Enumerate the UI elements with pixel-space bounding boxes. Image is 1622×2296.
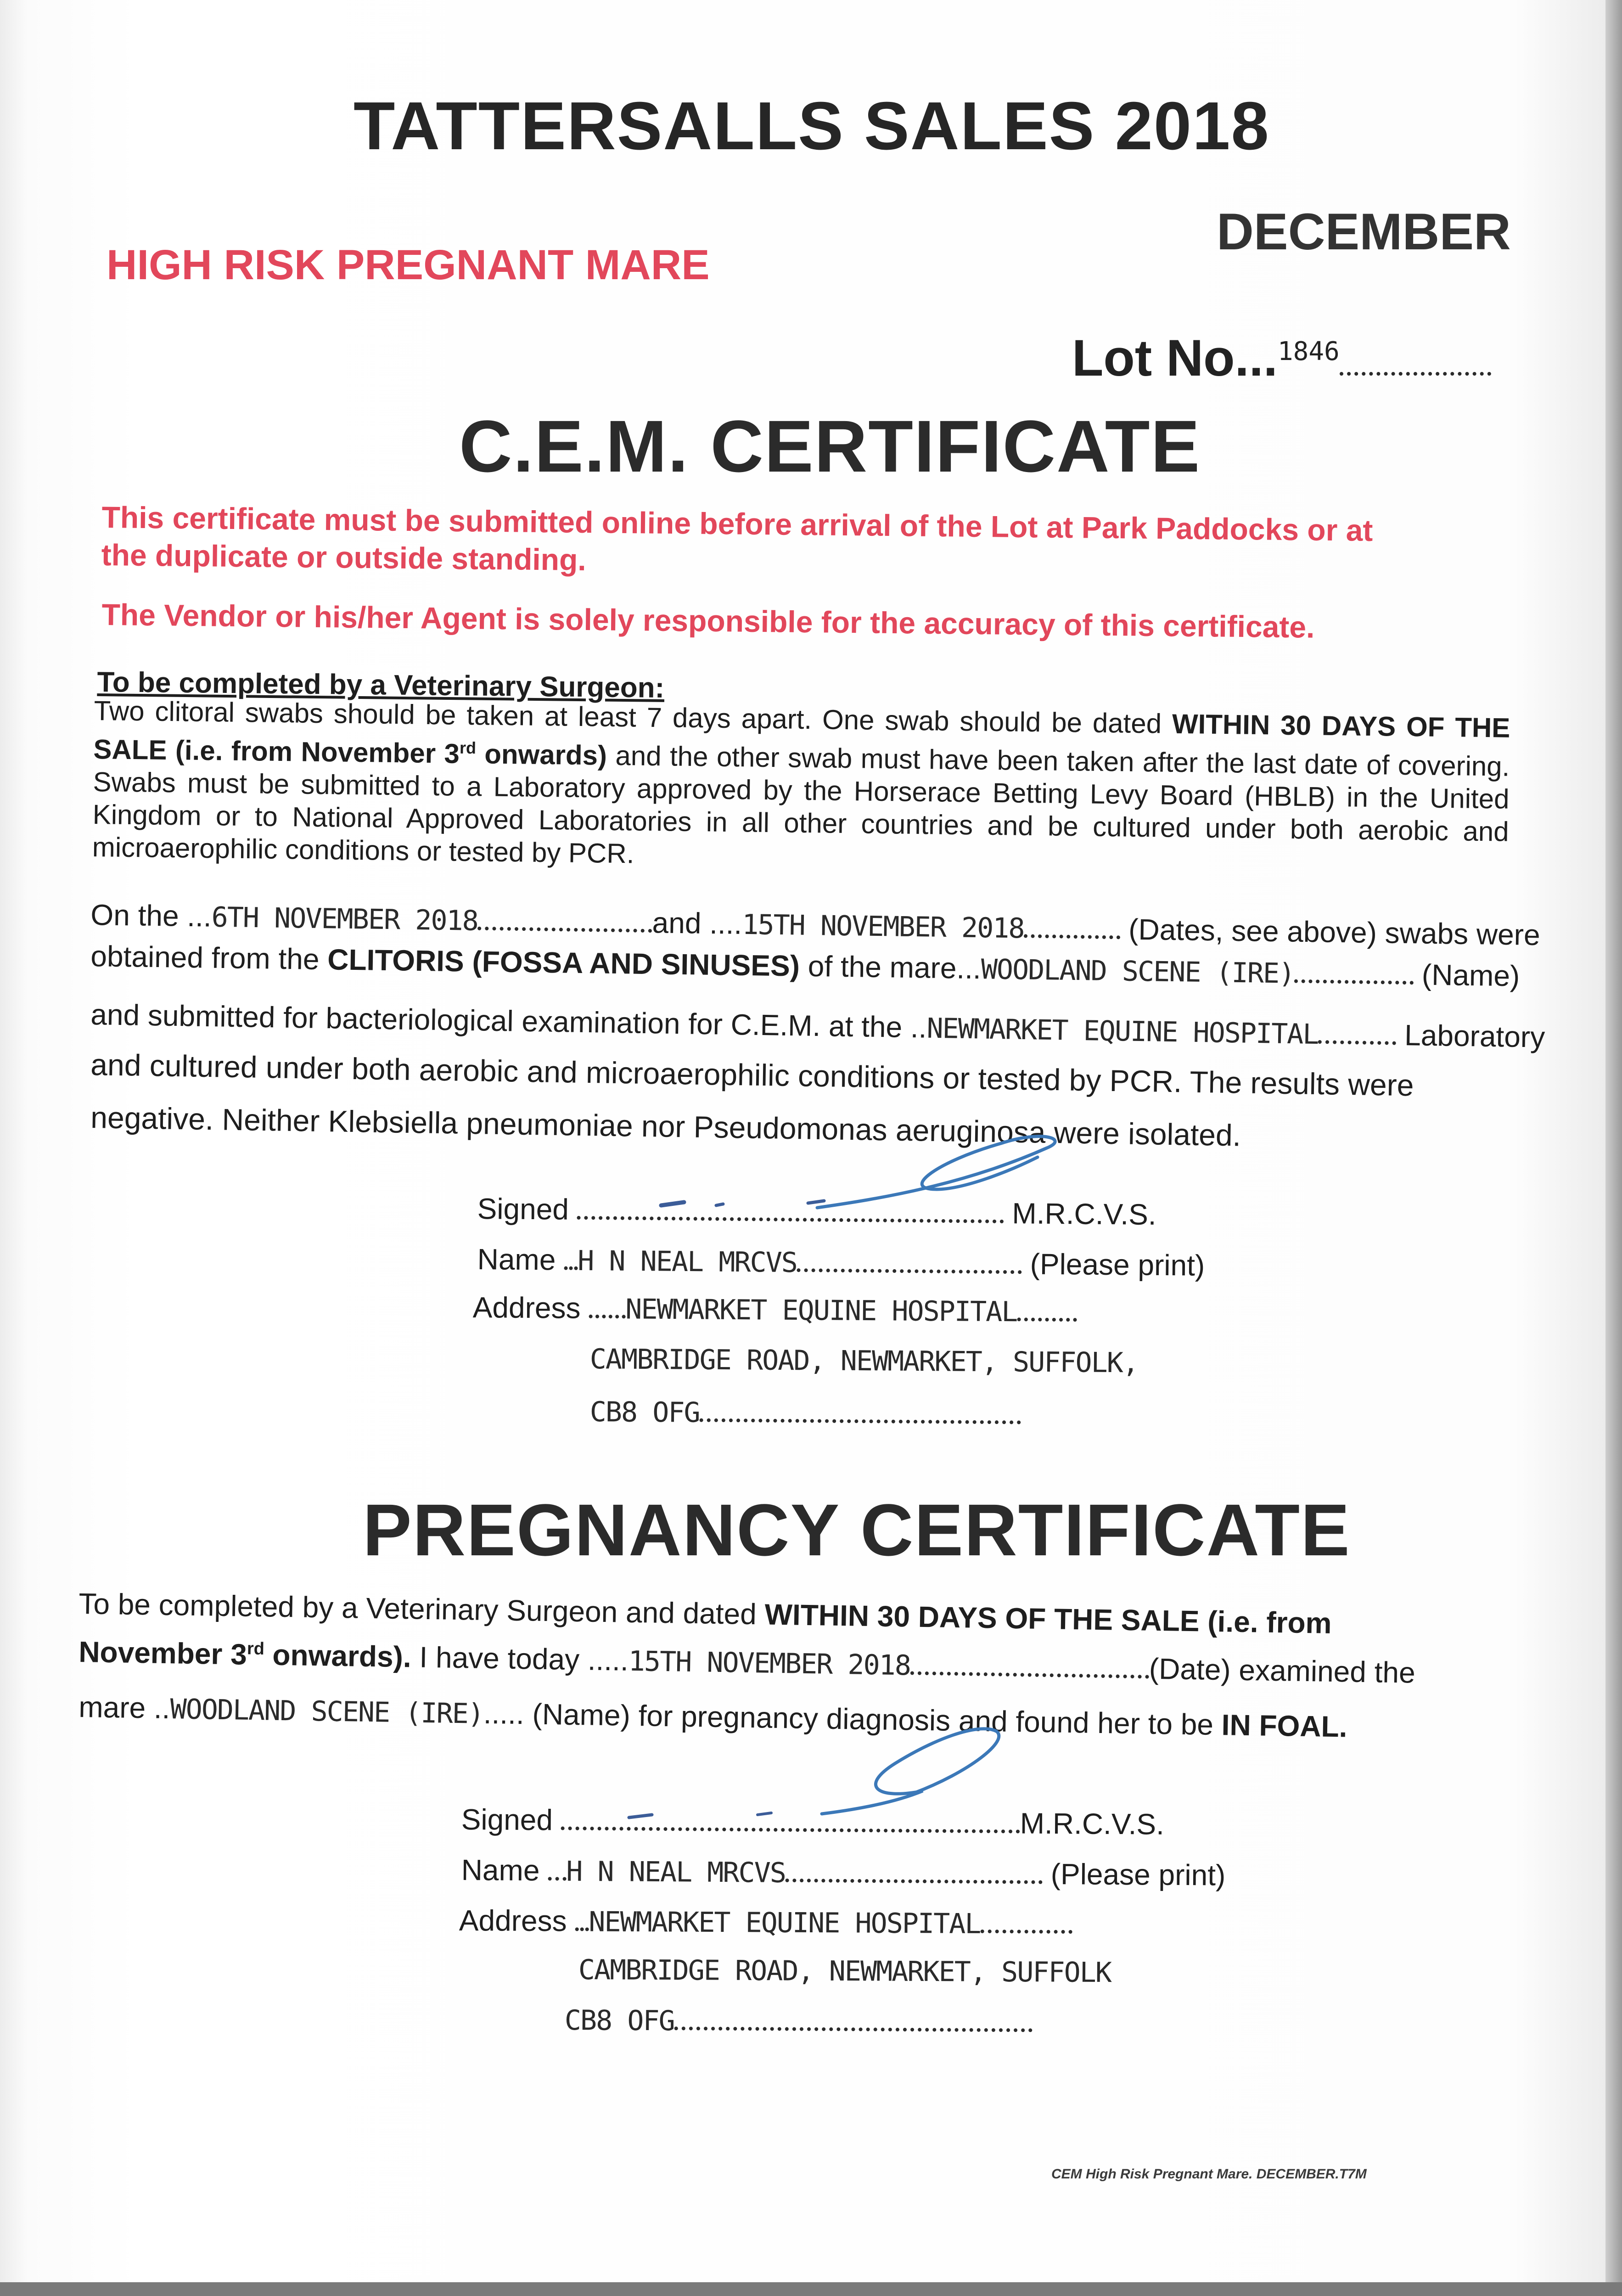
submitted-text: and submitted for bacteriological examination for C.E.M. at the .. bbox=[90, 997, 927, 1044]
culture-line: and cultured under both aerobic and microaerophilic conditions or tested by PCR. The results were bbox=[90, 1047, 1414, 1103]
dots bbox=[1318, 1034, 1396, 1045]
mrcvs-label: M.R.C.V.S. bbox=[1020, 1806, 1165, 1841]
of-the-mare-text: of the mare... bbox=[799, 949, 982, 985]
swab-instructions bbox=[92, 694, 1510, 881]
dots bbox=[786, 1872, 1043, 1884]
instr-text-d: onwards) bbox=[476, 738, 607, 771]
scan-edge-right bbox=[1605, 0, 1622, 2296]
lot-label: Lot No... bbox=[1072, 329, 1278, 387]
cem-signature-image bbox=[643, 1116, 1102, 1254]
swab-site: CLITORIS (FOSSA AND SINUSES) bbox=[327, 943, 800, 983]
dots bbox=[477, 920, 652, 933]
scan-edge-bottom bbox=[0, 2282, 1622, 2296]
dots bbox=[797, 1262, 1022, 1274]
preg-address-line-1 bbox=[459, 1903, 1072, 1941]
results-line: negative. Neither Klebsiella pneumoniae nor Pseudomonas aeruginosa were isolated. bbox=[90, 1100, 1241, 1153]
preg-address-1: NEWMARKET EQUINE HOSPITAL bbox=[589, 1906, 981, 1940]
dates-note: (Dates, see above) swabs were bbox=[1128, 912, 1541, 952]
name-hint: (Name) bbox=[1421, 958, 1520, 993]
dots bbox=[910, 1665, 1149, 1678]
preg-intro-text: To be completed by a Veterinary Surgeon and dated bbox=[78, 1587, 765, 1631]
pregnancy-line-2 bbox=[79, 1635, 1415, 1690]
please-print-label: (Please print) bbox=[1050, 1857, 1226, 1892]
notice-line-1: This certificate must be submitted online before arrival of the Lot at Park Paddocks or at bbox=[101, 500, 1373, 547]
instr-text-e: and the other swab must have been taken after the last date of covering. Swabs must be submitted to a Laboratory approved by the Horserace Betting Levy Board (HBLB) in the United Kingdom or to National Approved Laboratories in all other countries and be cultured under both aerobic and microaerophilic conditions or tested by PCR. bbox=[92, 740, 1510, 869]
address-label: Address bbox=[459, 1904, 567, 1938]
cem-address-2: CAMBRIDGE ROAD, NEWMARKET, SUFFOLK, bbox=[589, 1343, 1139, 1379]
on-the-label: On the ... bbox=[90, 898, 212, 933]
preg-address-line-2 bbox=[578, 1954, 1111, 1989]
cem-mare-name: WOODLAND SCENE (IRE) bbox=[981, 953, 1295, 990]
please-print-label: (Please print) bbox=[1030, 1247, 1205, 1282]
laboratory-label: Laboratory bbox=[1404, 1018, 1545, 1054]
preg-address-line-3 bbox=[565, 2004, 1033, 2039]
dots bbox=[1294, 973, 1414, 985]
cem-address-3: CB8 OFG bbox=[589, 1396, 700, 1429]
cem-address-line-3 bbox=[590, 1396, 1021, 1431]
vendor-responsibility-notice: The Vendor or his/her Agent is solely responsible for the accuracy of this certificate. bbox=[101, 597, 1315, 644]
dots bbox=[589, 1308, 625, 1319]
preg-mare-name: WOODLAND SCENE (IRE) bbox=[169, 1693, 484, 1730]
lot-number: 1846 bbox=[1277, 337, 1340, 366]
laboratory-line bbox=[90, 997, 1545, 1054]
preg-name-line bbox=[461, 1853, 1225, 1892]
cem-address-1: NEWMARKET EQUINE HOSPITAL bbox=[625, 1293, 1017, 1328]
dots bbox=[699, 1412, 1021, 1424]
cem-address-line-2 bbox=[590, 1343, 1139, 1379]
lot-dots bbox=[1340, 366, 1491, 376]
preg-result: IN FOAL. bbox=[1221, 1708, 1348, 1744]
preg-signature-image bbox=[620, 1694, 1033, 1841]
dots bbox=[564, 1260, 578, 1270]
and-label: and .... bbox=[652, 906, 742, 940]
preg-date-label: (Date) examined the bbox=[1149, 1652, 1416, 1689]
instr-text-a: Two clitoral swabs should be taken at least 7 days apart. One swab should be dated bbox=[94, 695, 1173, 739]
signed-label: Signed bbox=[461, 1803, 553, 1837]
preg-sup-text: rd bbox=[247, 1639, 265, 1659]
preg-address-3: CB8 OFG bbox=[564, 2004, 674, 2037]
lot-number-field bbox=[1072, 328, 1491, 388]
dots bbox=[1024, 928, 1120, 939]
cem-vet-name: H N NEAL MRCVS bbox=[577, 1244, 797, 1279]
dots bbox=[575, 1921, 589, 1931]
preg-mare-label: mare .. bbox=[78, 1690, 171, 1725]
laboratory-name: NEWMARKET EQUINE HOSPITAL bbox=[926, 1012, 1319, 1051]
address-label: Address bbox=[472, 1291, 581, 1325]
preg-month-text: November 3 bbox=[78, 1635, 247, 1671]
preg-vet-name: H N NEAL MRCVS bbox=[566, 1855, 786, 1889]
dots bbox=[980, 1923, 1072, 1934]
cem-submission-notice bbox=[101, 498, 1543, 589]
name-label: Name bbox=[477, 1243, 556, 1277]
dots bbox=[674, 2020, 1033, 2032]
preg-deadline-text: WITHIN 30 DAYS OF THE SALE (i.e. from bbox=[764, 1598, 1332, 1640]
signed-label: Signed bbox=[477, 1192, 569, 1226]
pregnancy-line-1 bbox=[79, 1587, 1332, 1640]
sale-month: DECEMBER bbox=[1217, 203, 1511, 260]
dots bbox=[1017, 1311, 1077, 1322]
preg-address-2: CAMBRIDGE ROAD, NEWMARKET, SUFFOLK bbox=[578, 1954, 1111, 1989]
risk-category: HIGH RISK PREGNANT MARE bbox=[107, 242, 710, 288]
mrcvs-label: M.R.C.V.S. bbox=[1012, 1197, 1156, 1231]
preg-today-text: I have today ..... bbox=[411, 1640, 629, 1677]
instr-text-c: rd bbox=[459, 738, 477, 758]
exam-date: 15TH NOVEMBER 2018 bbox=[628, 1645, 911, 1682]
form-code: CEM High Risk Pregnant Mare. DECEMBER.T7M bbox=[1051, 2167, 1367, 2182]
swab-date-2: 15TH NOVEMBER 2018 bbox=[741, 908, 1024, 945]
pregnancy-title: PREGNANCY CERTIFICATE bbox=[363, 1489, 1351, 1571]
cem-address-line-1 bbox=[472, 1290, 1077, 1328]
preg-diagnosis-text: ..... (Name) for pregnancy diagnosis and found her to be bbox=[483, 1696, 1222, 1742]
name-label: Name bbox=[461, 1853, 540, 1887]
instructions-heading: To be completed by a Veterinary Surgeon: bbox=[97, 666, 665, 704]
dots bbox=[548, 1870, 566, 1880]
swab-date-1: 6TH NOVEMBER 2018 bbox=[211, 901, 478, 937]
instr-text-b: WITHIN 30 DAYS OF THE SALE (i.e. from November 3 bbox=[93, 708, 1510, 769]
preg-onwards-text: onwards). bbox=[264, 1638, 412, 1674]
document-title: TATTERSALLS SALES 2018 bbox=[354, 88, 1270, 164]
obtained-text: obtained from the bbox=[90, 939, 328, 976]
notice-line-2: the duplicate or outside standing. bbox=[101, 537, 587, 577]
cem-title: C.E.M. CERTIFICATE bbox=[459, 405, 1201, 487]
